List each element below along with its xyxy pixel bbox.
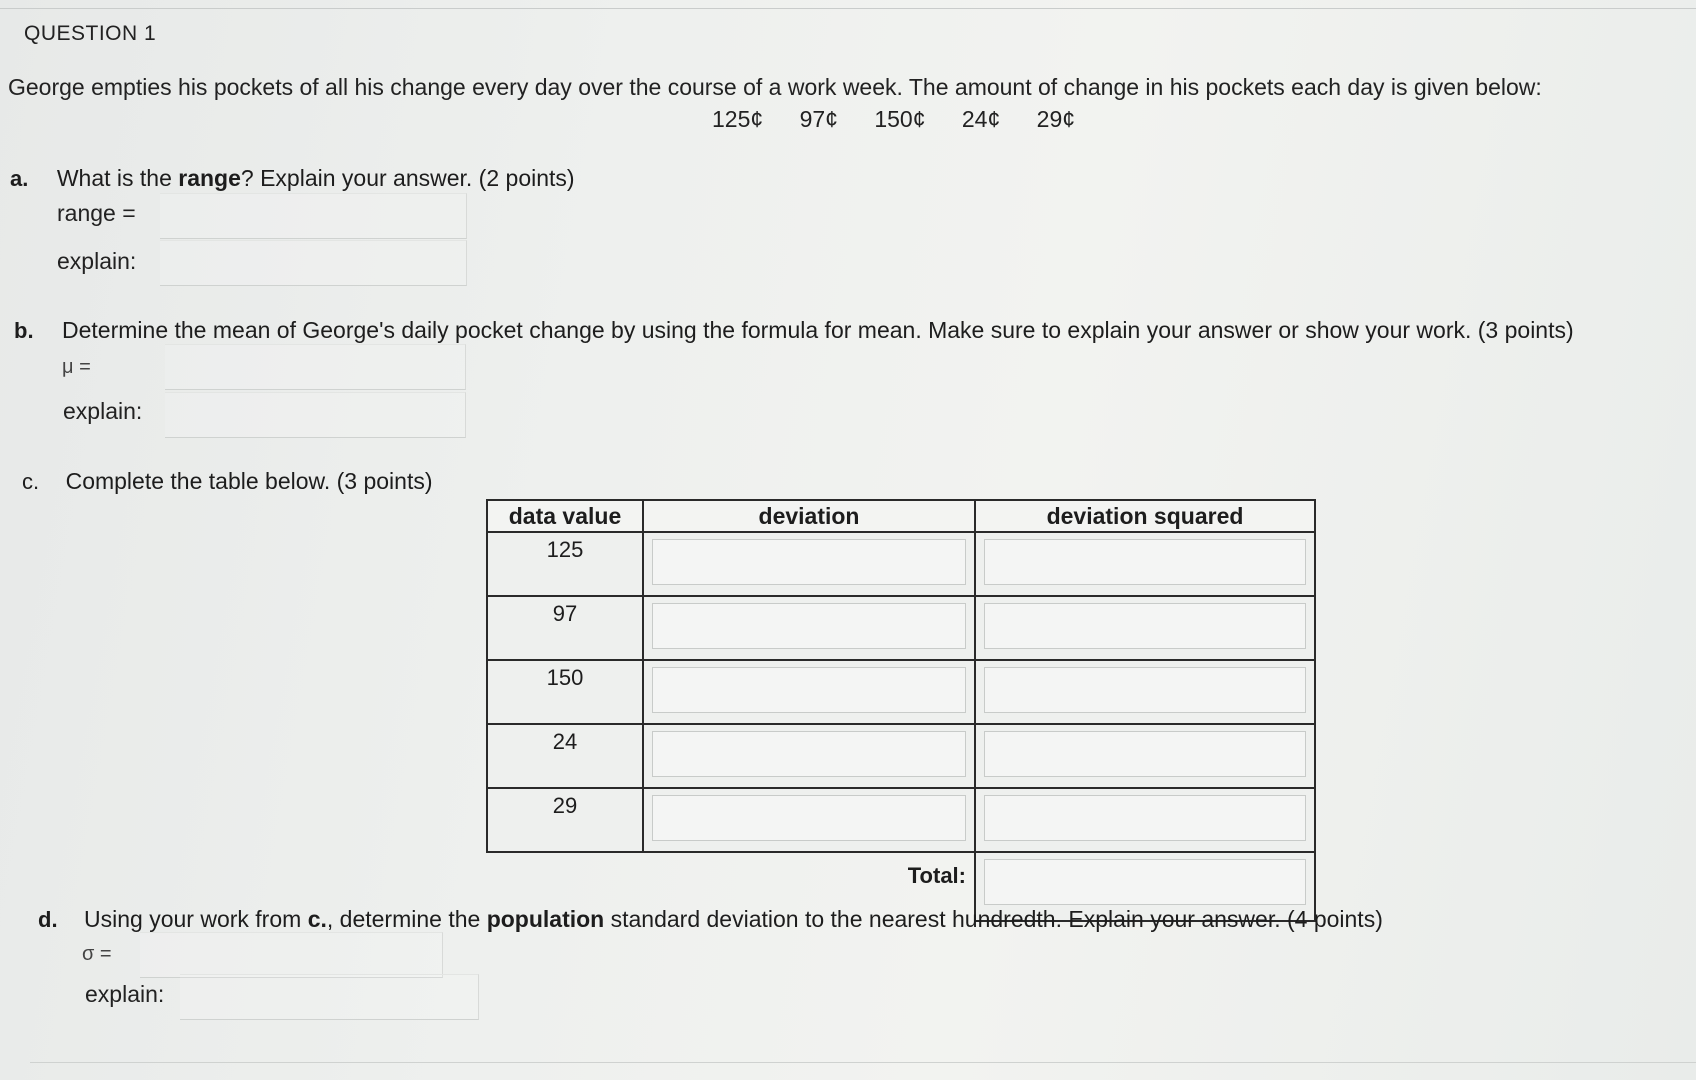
deviation-squared-input[interactable] [984,539,1306,585]
table-row [487,532,1315,596]
data-value-2: 97¢ [799,106,838,132]
part-d-explain-label: explain: [85,981,165,1007]
part-a-prompt [10,165,575,192]
bottom-divider [30,1062,1696,1063]
part-d-text-mid: , determine the [326,906,487,932]
part-b-prompt [14,317,1574,344]
mean-label: μ = [62,356,91,378]
deviation-input[interactable] [652,539,966,585]
deviation-cell [643,532,975,596]
deviation-squared-input[interactable] [984,795,1306,841]
part-b-letter: b. [14,318,34,343]
part-a-text-start: What is the [56,165,179,191]
data-value-cell: 29 [487,788,643,852]
part-a-explain-label: explain: [57,248,137,274]
table-row [487,660,1315,724]
data-value-5: 29¢ [1036,106,1076,132]
header-deviation: deviation [643,500,975,532]
part-c-text: Complete the table below. (3 points) [65,468,433,494]
total-label: Total: [907,863,966,888]
deviation-input[interactable] [652,731,966,777]
part-d-prompt [38,906,1383,933]
squared-cell [975,788,1315,852]
deviation-input[interactable] [652,795,966,841]
deviation-input[interactable] [652,667,966,713]
deviation-cell [643,596,975,660]
part-b-explain-label: explain: [63,398,143,424]
table-row [487,788,1315,852]
range-label: range = [57,200,136,226]
data-value-cell: 97 [487,596,643,660]
data-value-1: 125¢ [712,106,764,132]
squared-cell [975,660,1315,724]
deviation-cell [643,788,975,852]
part-a-letter: a. [10,166,29,191]
part-d-text-end: standard deviation to the nearest hundredth. Explain your answer. (4 points) [604,906,1383,932]
part-c-prompt [22,468,433,495]
total-input[interactable] [984,859,1306,905]
part-d-letter: d. [38,907,58,932]
std-dev-input[interactable] [140,932,443,978]
deviation-cell [643,724,975,788]
std-dev-label: σ = [82,943,112,965]
part-d-reference: c. [307,906,327,932]
question-intro: George empties his pockets of all his change every day over the course of a work week. The amount of change in his pockets each day is given below: [8,74,1542,100]
table-row [487,724,1315,788]
data-value-4: 24¢ [961,106,1001,132]
table-header-row [487,500,1315,532]
data-value-cell: 125 [487,532,643,596]
question-header: QUESTION 1 [24,22,157,45]
data-value-cell: 24 [487,724,643,788]
part-c-letter: c. [22,469,40,494]
header-data-value: data value [487,500,643,532]
part-d-keyword: population [486,906,605,932]
part-a-keyword: range [178,165,241,191]
table-row [487,596,1315,660]
part-b-text: Determine the mean of George's daily pocket change by using the formula for mean. Make sure to explain your answer or show your work. (3 points) [62,317,1574,343]
part-a-text-end: ? Explain your answer. (2 points) [240,165,575,191]
top-divider [0,8,1696,9]
part-a-explain-input[interactable] [160,240,467,286]
squared-cell [975,724,1315,788]
part-d-text-start: Using your work from [84,906,308,932]
data-values [712,106,1105,133]
part-b-explain-input[interactable] [165,392,466,438]
deviation-squared-input[interactable] [984,667,1306,713]
deviation-cell [643,660,975,724]
range-input[interactable] [160,193,467,239]
deviation-table [486,499,1316,922]
mean-input[interactable] [165,344,466,390]
deviation-input[interactable] [652,603,966,649]
data-value-cell: 150 [487,660,643,724]
deviation-squared-input[interactable] [984,603,1306,649]
part-d-explain-input[interactable] [180,974,479,1020]
deviation-squared-input[interactable] [984,731,1306,777]
header-deviation-squared: deviation squared [975,500,1315,532]
squared-cell [975,532,1315,596]
squared-cell [975,596,1315,660]
data-value-3: 150¢ [874,106,926,132]
